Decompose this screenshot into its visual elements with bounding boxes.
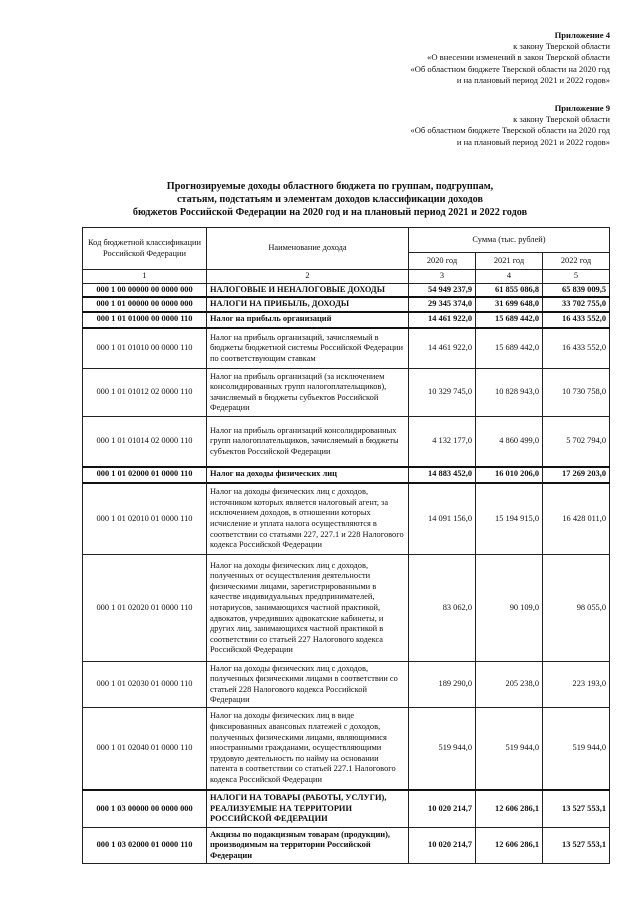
document-title-line: бюджетов Российской Федерации на 2020 год и на плановый период 2021 и 2022 годов <box>132 207 528 218</box>
row-value-2020: 10 020 214,7 <box>409 828 476 864</box>
row-name: НАЛОГИ НА ПРИБЫЛЬ, ДОХОДЫ <box>207 297 409 312</box>
table-row <box>83 283 610 297</box>
appendix-4-title: Приложение 4 <box>554 30 610 40</box>
column-number: 1 <box>83 270 207 284</box>
row-name: Налог на доходы физических лиц с доходов, полученных физическими лицами в соответствии со статьей 228 Налогового кодекса Российской Федерации <box>207 662 409 708</box>
appendix-4-line: и на плановый период 2021 и 2022 годов» <box>456 74 610 85</box>
row-name: Акцизы по подакцизным товарам (продукции), производимым на территории Российской Федерации <box>207 828 409 864</box>
header-name: Наименование дохода <box>207 228 409 270</box>
row-value-2021: 16 010 206,0 <box>476 467 543 483</box>
row-name: Налог на прибыль организаций (за исключением консолидированных групп налогоплательщиков), зачисляемый в бюджеты субъектов Российской Федерации <box>207 369 409 417</box>
column-number: 3 <box>409 270 476 284</box>
row-value-2020: 14 883 452,0 <box>409 467 476 483</box>
row-value-2021: 90 109,0 <box>476 555 543 662</box>
row-value-2020: 29 345 374,0 <box>409 297 476 312</box>
row-name: Налог на доходы физических лиц с доходов, полученных от осуществления деятельности физическими лицами, зарегистрированными в качестве индивидуальных предпринимателей, нотариусов, занимающихся частной практикой, адвокатов, учредивших адвокатские кабинеты, и других лиц, занимающихся частной практикой в соответствии со статьей 227 Налогового кодекса Российской Федерации <box>207 555 409 662</box>
row-value-2022: 13 527 553,1 <box>543 790 610 828</box>
row-name: Налог на доходы физических лиц <box>207 467 409 483</box>
row-value-2020: 14 091 156,0 <box>409 483 476 555</box>
row-value-2021: 4 860 499,0 <box>476 417 543 467</box>
row-value-2021: 12 606 286,1 <box>476 790 543 828</box>
row-value-2021: 61 855 086,8 <box>476 283 543 297</box>
row-code: 000 1 01 01014 02 0000 110 <box>83 417 207 467</box>
row-value-2020: 54 949 237,9 <box>409 283 476 297</box>
row-code: 000 1 01 00000 00 0000 000 <box>83 297 207 312</box>
appendix-4-line: к закону Тверской области <box>513 41 610 52</box>
table-row <box>83 828 610 864</box>
table-row <box>83 662 610 708</box>
row-code: 000 1 01 02000 01 0000 110 <box>83 467 207 483</box>
row-name: Налог на прибыль организаций, зачисляемый в бюджеты бюджетной системы Российской Федерации по соответствующим ставкам <box>207 328 409 369</box>
table-row <box>83 297 610 312</box>
row-value-2020: 189 290,0 <box>409 662 476 708</box>
header-year-2020: 2020 год <box>409 253 476 270</box>
row-value-2020: 14 461 922,0 <box>409 328 476 369</box>
row-code: 000 1 03 00000 00 0000 000 <box>83 790 207 828</box>
appendix-4-line: «О внесении изменений в закон Тверской области <box>427 52 610 63</box>
row-value-2022: 223 193,0 <box>543 662 610 708</box>
row-value-2021: 15 689 442,0 <box>476 312 543 328</box>
row-name: НАЛОГИ НА ТОВАРЫ (РАБОТЫ, УСЛУГИ), РЕАЛИЗУЕМЫЕ НА ТЕРРИТОРИИ РОССИЙСКОЙ ФЕДЕРАЦИИ <box>207 790 409 828</box>
column-number: 5 <box>543 270 610 284</box>
row-value-2022: 16 428 011,0 <box>543 483 610 555</box>
row-name: Налог на прибыль организаций <box>207 312 409 328</box>
row-value-2022: 519 944,0 <box>543 708 610 790</box>
row-code: 000 1 01 02030 01 0000 110 <box>83 662 207 708</box>
row-value-2020: 10 020 214,7 <box>409 790 476 828</box>
row-value-2022: 13 527 553,1 <box>543 828 610 864</box>
appendix-9-title: Приложение 9 <box>554 103 610 113</box>
appendix-9-line: к закону Тверской области <box>513 114 610 125</box>
header-year-2021: 2021 год <box>476 253 543 270</box>
row-code: 000 1 03 02000 01 0000 110 <box>83 828 207 864</box>
row-value-2021: 15 194 915,0 <box>476 483 543 555</box>
row-value-2020: 83 062,0 <box>409 555 476 662</box>
table-row <box>83 417 610 467</box>
row-name: Налог на прибыль организаций консолидированных групп налогоплательщиков, зачисляемый в бюджеты субъектов Российской Федерации <box>207 417 409 467</box>
row-name: НАЛОГОВЫЕ И НЕНАЛОГОВЫЕ ДОХОДЫ <box>207 283 409 297</box>
row-value-2021: 31 699 648,0 <box>476 297 543 312</box>
row-name: Налог на доходы физических лиц в виде фиксированных авансовых платежей с доходов, полученных физическими лицами, являющимися иностранными гражданами, осуществляющими трудовую деятельность по найму на основании патента в соответствии со статьей 227.1 Налогового кодекса Российской Федерации <box>207 708 409 790</box>
row-value-2022: 16 433 552,0 <box>543 328 610 369</box>
row-value-2020: 14 461 922,0 <box>409 312 476 328</box>
row-value-2022: 5 702 794,0 <box>543 417 610 467</box>
row-code: 000 1 01 01000 00 0000 110 <box>83 312 207 328</box>
document-title <box>60 180 600 219</box>
row-value-2021: 12 606 286,1 <box>476 828 543 864</box>
table-row <box>83 369 610 417</box>
row-value-2022: 10 730 758,0 <box>543 369 610 417</box>
table-row <box>83 483 610 555</box>
row-value-2022: 65 839 009,5 <box>543 283 610 297</box>
table-row <box>83 790 610 828</box>
table-row <box>83 555 610 662</box>
row-value-2021: 10 828 943,0 <box>476 369 543 417</box>
row-code: 000 1 01 01010 00 0000 110 <box>83 328 207 369</box>
appendix-9-line: и на плановый период 2021 и 2022 годов» <box>456 136 610 147</box>
row-value-2022: 98 055,0 <box>543 555 610 662</box>
document-title-line: Прогнозируемые доходы областного бюджета по группам, подгруппам, <box>166 181 494 192</box>
row-code: 000 1 01 02010 01 0000 110 <box>83 483 207 555</box>
row-value-2022: 33 702 755,0 <box>543 297 610 312</box>
header-sum: Сумма (тыс. рублей) <box>409 228 610 253</box>
appendix-4-line: «Об областном бюджете Тверской области на 2020 год <box>410 63 610 74</box>
row-code: 000 1 01 02020 01 0000 110 <box>83 555 207 662</box>
row-value-2021: 15 689 442,0 <box>476 328 543 369</box>
appendix-9-line: «Об областном бюджете Тверской области на 2020 год <box>410 125 610 136</box>
row-code: 000 1 01 02040 01 0000 110 <box>83 708 207 790</box>
row-value-2021: 205 238,0 <box>476 662 543 708</box>
table-row <box>83 708 610 790</box>
row-value-2022: 17 269 203,0 <box>543 467 610 483</box>
row-name: Налог на доходы физических лиц с доходов, источником которых является налоговый агент, за исключением доходов, в отношении которых исчисление и уплата налога осуществляются в соответствии со статьями 227, 227.1 и 228 Налогового кодекса Российской Федерации <box>207 483 409 555</box>
header-year-2022: 2022 год <box>543 253 610 270</box>
table-row <box>83 312 610 328</box>
column-number: 4 <box>476 270 543 284</box>
document-title-line: статьям, подстатьям и элементам доходов классификации доходов <box>176 194 484 205</box>
table-row <box>83 467 610 483</box>
header-code: Код бюджетной классификации Российской Федерации <box>83 228 207 270</box>
row-value-2020: 4 132 177,0 <box>409 417 476 467</box>
column-number: 2 <box>207 270 409 284</box>
revenue-table <box>82 227 610 864</box>
appendix-9-header <box>410 103 610 148</box>
row-value-2020: 10 329 745,0 <box>409 369 476 417</box>
appendix-4-header <box>410 30 610 86</box>
row-code: 000 1 00 00000 00 0000 000 <box>83 283 207 297</box>
row-value-2022: 16 433 552,0 <box>543 312 610 328</box>
row-value-2021: 519 944,0 <box>476 708 543 790</box>
table-row <box>83 328 610 369</box>
row-code: 000 1 01 01012 02 0000 110 <box>83 369 207 417</box>
row-value-2020: 519 944,0 <box>409 708 476 790</box>
